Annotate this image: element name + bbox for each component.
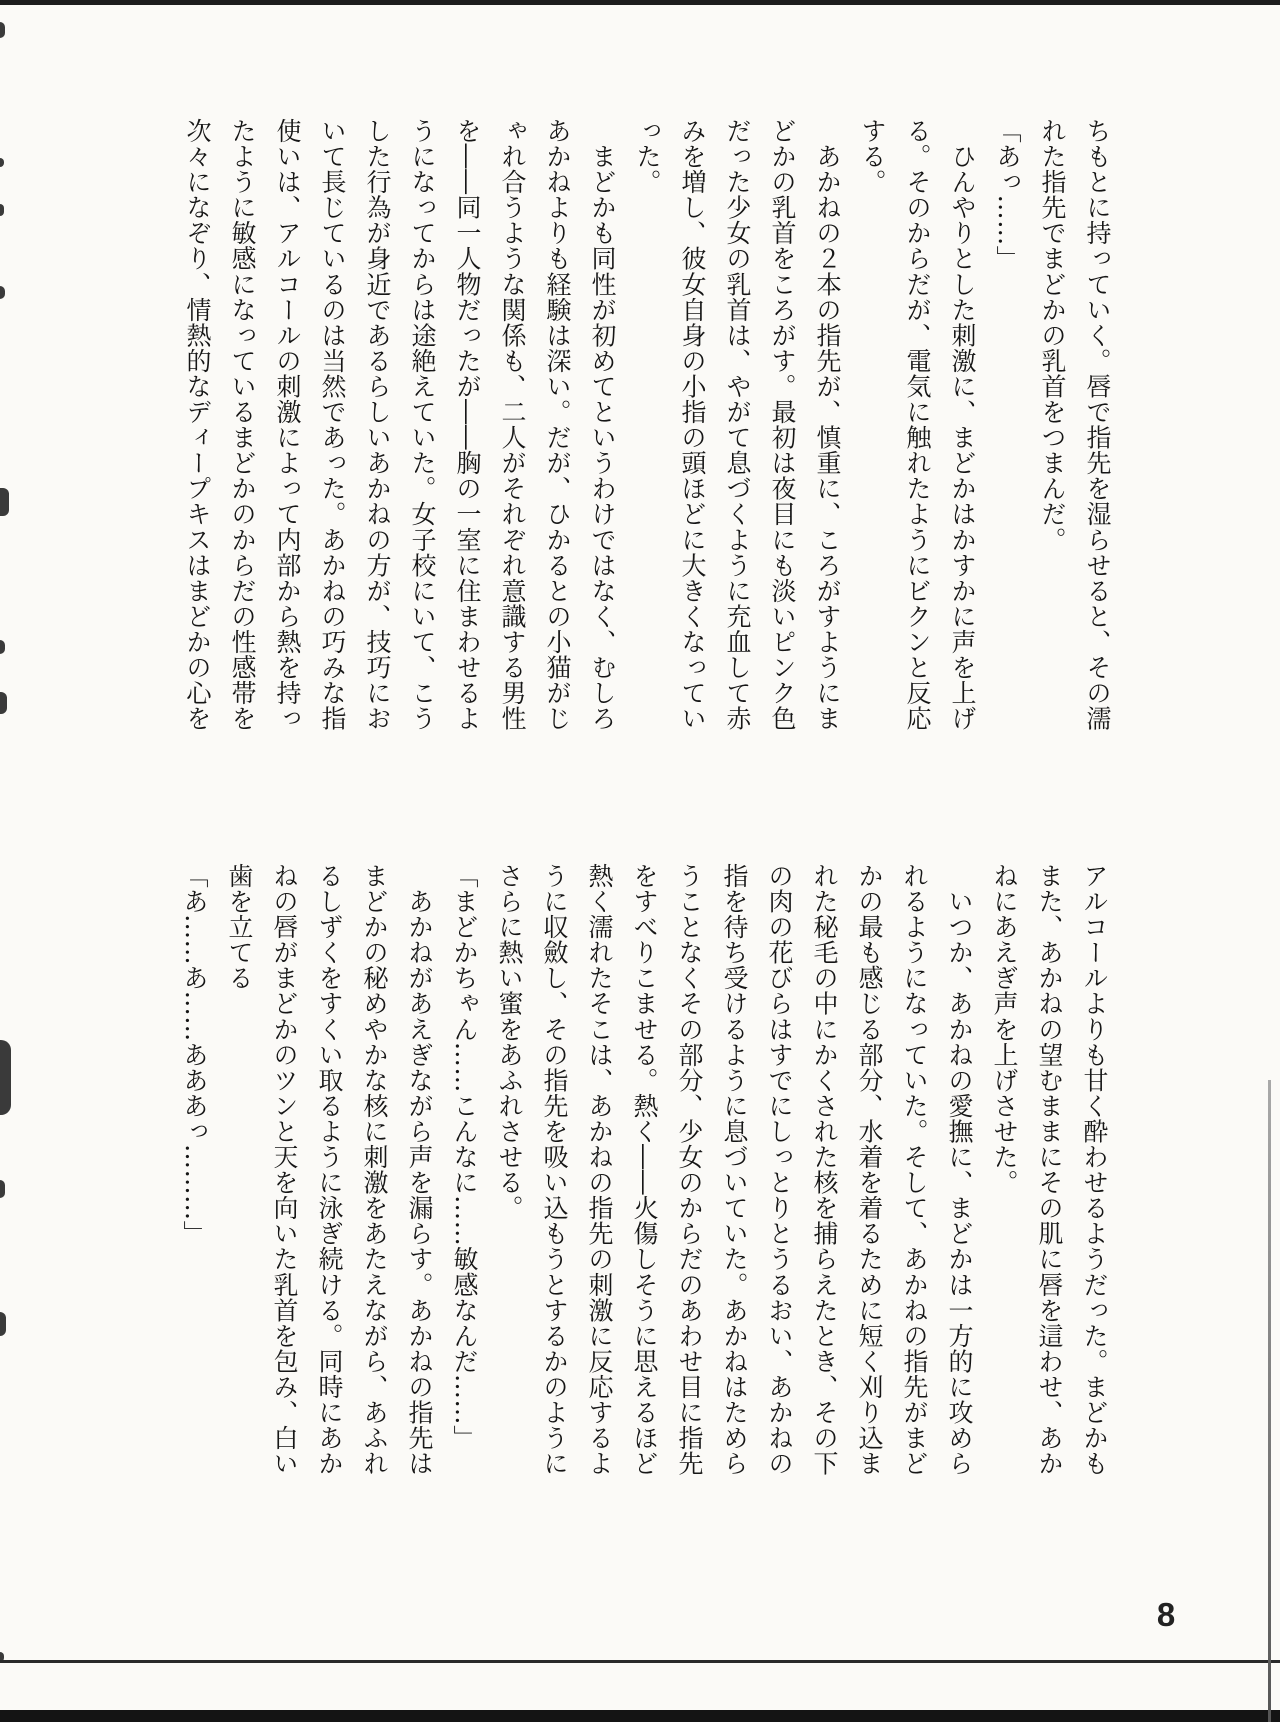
text-column: まどかも同性が初めてというわけではなく、むしろ: [588, 118, 617, 732]
text-column: ひんやりとした刺激に、まどかはかすかに声を上げ: [948, 118, 977, 732]
text-column: まどかの秘めやかな核に刺激をあたえながら、あふれ: [360, 863, 389, 1477]
scan-edge-bottom-line: [0, 1660, 1280, 1663]
vertical-text-block-top: [175, 118, 1120, 736]
text-column: いて長じているのは当然であった。あかねの巧みな指: [318, 118, 347, 732]
text-column: を――同一人物だったが――胸の一室に住まわせるよ: [453, 118, 482, 732]
text-column: うになってからは途絶えていた。女子校にいて、こう: [408, 118, 437, 732]
scan-artifact: [0, 640, 5, 654]
text-column: みを増し、彼女自身の小指の頭ほどに大きくなってい: [678, 118, 707, 732]
text-column: あかねよりも経験は深い。だが、ひかるとの小猫がじ: [543, 118, 572, 732]
text-column: をすべりこませる。熱く――火傷しそうに思えるほど: [630, 863, 659, 1477]
scan-artifact: [0, 158, 4, 167]
text-column: だった少女の乳首は、やがて息づくように充血して赤: [723, 118, 752, 732]
page-number: 8: [1156, 1596, 1176, 1633]
text-column: ゃれ合うような関係も、二人がそれぞれ意識する男性: [498, 118, 527, 732]
text-column: 使いは、アルコールの刺激によって内部から熱を持っ: [273, 118, 302, 732]
text-column: るしずくをすくい取るように泳ぎ続ける。同時にあか: [315, 863, 344, 1477]
scan-edge-bottom-band: [0, 1710, 1280, 1722]
scan-artifact: [0, 204, 4, 216]
text-column: の肉の花びらはすでにしっとりとうるおい、あかねの: [765, 863, 794, 1477]
scan-artifact: [0, 1180, 5, 1198]
text-column: 次々になぞり、情熱的なディープキスはまどかの心を: [183, 118, 212, 732]
text-column: ねにあえぎ声を上げさせた。: [990, 863, 1019, 1196]
text-column: れた指先でまどかの乳首をつまんだ。: [1038, 118, 1067, 553]
text-column: アルコールよりも甘く酔わせるようだった。まどかも: [1080, 863, 1109, 1477]
text-column: 熱く濡れたそこは、あかねの指先の刺激に反応するよ: [585, 863, 614, 1477]
text-column: あかねの２本の指先が、慎重に、ころがすようにま: [813, 118, 842, 732]
text-column: 歯を立てる: [225, 863, 254, 991]
vertical-text-block-bottom: [172, 863, 1117, 1481]
text-column: った。: [633, 118, 662, 195]
scan-artifact: [0, 286, 5, 299]
text-column: 「あっ……」: [993, 118, 1022, 272]
text-column: した行為が身近であるらしいあかねの方が、技巧にお: [363, 118, 392, 732]
text-column: ちもとに持っていく。唇で指先を湿らせると、その濡: [1083, 118, 1112, 732]
text-column: あかねがあえぎながら声を漏らす。あかねの指先は: [405, 863, 434, 1477]
text-column: する。: [858, 118, 887, 195]
text-column: 指を待ち受けるように息づいていた。あかねはためら: [720, 863, 749, 1477]
text-column: どかの乳首をころがす。最初は夜目にも淡いピンク色: [768, 118, 797, 732]
scan-artifact: [0, 22, 5, 38]
scan-artifact: [0, 1040, 11, 1115]
scan-artifact: [0, 692, 7, 714]
scan-artifact: [0, 1312, 6, 1336]
text-column: る。そのからだが、電気に触れたようにビクンと反応: [903, 118, 932, 732]
text-column: かの最も感じる部分、水着を着るために短く刈り込ま: [855, 863, 884, 1477]
scan-artifact: [0, 488, 9, 516]
text-column: うに収斂し、その指先を吸い込もうとするかのように: [540, 863, 569, 1477]
text-column: ねの唇がまどかのツンと天を向いた乳首を包み、白い: [270, 863, 299, 1477]
text-column: れた秘毛の中にかくされた核を捕らえたとき、その下: [810, 863, 839, 1477]
text-column: れるようになっていた。そして、あかねの指先がまど: [900, 863, 929, 1477]
text-column: また、あかねの望むままにその肌に唇を這わせ、あか: [1035, 863, 1064, 1477]
scan-edge-right: [1268, 1080, 1271, 1722]
text-column: たように敏感になっているまどかのからだの性感帯を: [228, 118, 257, 732]
text-column: いつか、あかねの愛撫に、まどかは一方的に攻めら: [945, 863, 974, 1477]
text-column: さらに熱い蜜をあふれさせる。: [495, 863, 524, 1221]
scan-edge-top: [0, 0, 1280, 5]
text-column: 「まどかちゃん……こんなに……敏感なんだ……」: [450, 863, 479, 1451]
text-column: 「あ……あ……あああっ………」: [180, 863, 209, 1247]
text-column: うことなくその部分、少女のからだのあわせ目に指先: [675, 863, 704, 1477]
